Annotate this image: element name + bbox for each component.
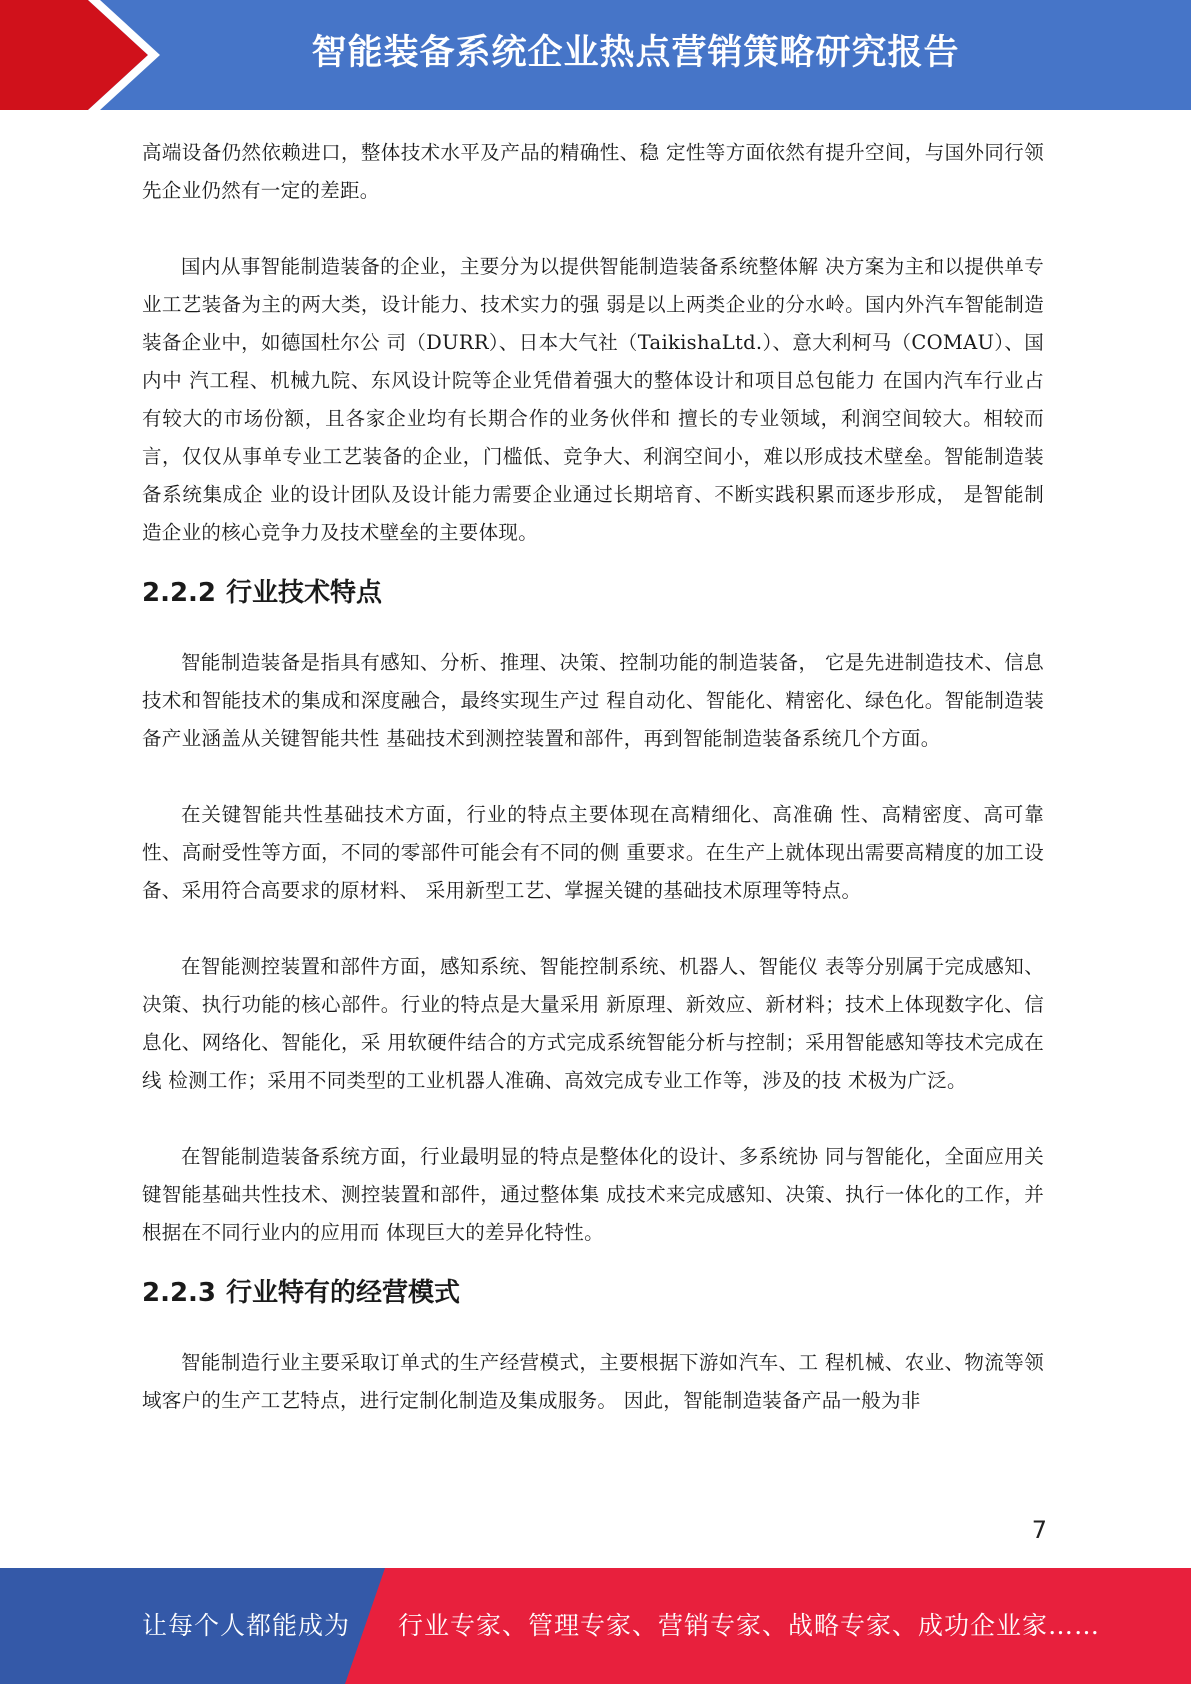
page-number: 7 <box>1031 1516 1047 1544</box>
paragraph: 在关键智能共性基础技术方面，行业的特点主要体现在高精细化、高准确 性、高精密度、高可靠性、高耐受性等方面，不同的零部件可能会有不同的侧 重要求。在生产上就体现出需要高精度的加工设备、采用符合高要求的原材料、 采用新型工艺、掌握关键的基础技术原理等特点。 <box>142 803 1044 902</box>
paragraph: 智能制造装备是指具有感知、分析、推理、决策、控制功能的制造装备， 它是先进制造技术、信息技术和智能技术的集成和深度融合，最终实现生产过 程自动化、智能化、精密化、绿色化。智能制造装备产业涵盖从关键智能共性 基础技术到测控装置和部件，再到智能制造装备系统几个方面。 <box>142 651 1044 750</box>
paragraph: 国内从事智能制造装备的企业，主要分为以提供智能制造装备系统整体解 决方案为主和以提供单专业工艺装备为主的两大类，设计能力、技术实力的强 弱是以上两类企业的分水岭。国内外汽车智能制造装备企业中，如德国杜尔公 司（DURR）、日本大气社（TaikishaLtd.）、意大利柯马（COMAU）、国内中 汽工程、机械九院、东风设计院等企业凭借着强大的整体设计和项目总包能力 在国内汽车行业占有较大的市场份额，且各家企业均有长期合作的业务伙伴和 擅长的专业领域，利润空间较大。相较而言，仅仅从事单专业工艺装备的企业，门槛低、竞争大、利润空间小，难以形成技术壁垒。智能制造装备系统集成企 业的设计团队及设计能力需要企业通过长期培育、不断实践积累而逐步形成， 是智能制造企业的核心竞争力及技术壁垒的主要体现。 <box>142 255 1044 544</box>
section-heading <box>142 574 1044 612</box>
red-chevron-decoration <box>0 0 160 110</box>
paragraph: 高端设备仍然依赖进口，整体技术水平及产品的精确性、稳 定性等方面依然有提升空间，与国外同行领先企业仍然有一定的差距。 <box>142 141 1044 202</box>
page-header <box>0 0 1191 110</box>
paragraph: 在智能制造装备系统方面，行业最明显的特点是整体化的设计、多系统协 同与智能化，全面应用关键智能基础共性技术、测控装置和部件，通过整体集 成技术来完成感知、决策、执行一体化的工作，并根据在不同行业内的应用而 体现巨大的差异化特性。 <box>142 1145 1044 1244</box>
document-body <box>142 134 1044 1420</box>
paragraph: 智能制造行业主要采取订单式的生产经营模式，主要根据下游如汽车、工 程机械、农业、物流等领域客户的生产工艺特点，进行定制化制造及集成服务。 因此，智能制造装备产品一般为非 <box>142 1351 1044 1412</box>
paragraph: 在智能测控装置和部件方面，感知系统、智能控制系统、机器人、智能仪 表等分别属于完成感知、决策、执行功能的核心部件。行业的特点是大量采用 新原理、新效应、新材料；技术上体现数字化、信息化、网络化、智能化，采 用软硬件结合的方式完成系统智能分析与控制；采用智能感知等技术完成在线 检测工作；采用不同类型的工业机器人准确、高效完成专业工作等，涉及的技 术极为广泛。 <box>142 955 1044 1092</box>
page-footer <box>0 1568 1191 1684</box>
section-number: 2.2.3 <box>142 1278 217 1308</box>
report-title: 智能装备系统企业热点营销策略研究报告 <box>311 33 960 73</box>
footer-slogan-right: 行业专家、管理专家、营销专家、战略专家、成功企业家…… <box>398 1611 1101 1640</box>
section-number: 2.2.2 <box>142 578 217 608</box>
section-title: 行业特有的经营模式 <box>226 1278 461 1308</box>
section-heading <box>142 1274 1044 1312</box>
section-title: 行业技术特点 <box>226 578 383 608</box>
footer-slogan-left: 让每个人都能成为 <box>142 1611 351 1640</box>
